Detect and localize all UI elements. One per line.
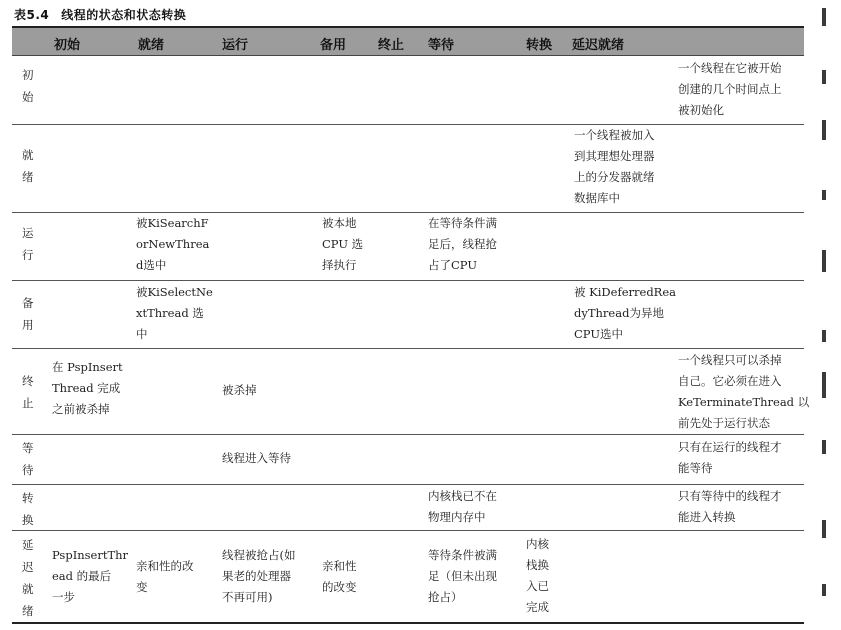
row-divider <box>12 124 804 125</box>
row-divider <box>12 484 804 485</box>
row-label-deferred-ready: 延 迟 就 绪 <box>22 538 34 618</box>
cell-ready-from-deferred: 一个线程被加入 到其理想处理器 上的分发器就绪 数据库中 <box>574 128 655 205</box>
cell-deferred-from-ready: 亲和性的改 变 <box>136 559 194 594</box>
cell-deferred-from-running: 线程被抢占(如 果老的处理器 不再可用) <box>222 548 296 604</box>
header-ready: 就绪 <box>138 38 165 53</box>
row-label-ready: 就 绪 <box>22 148 34 184</box>
header-initialized: 初始 <box>54 38 81 53</box>
cell-running-from-waiting: 在等待条件满 足后，线程抢 占了CPU <box>428 216 497 272</box>
row-divider <box>12 348 804 349</box>
table-number: 表5.4 <box>14 8 50 22</box>
row-divider <box>12 280 804 281</box>
table-bottom-rule <box>12 622 804 624</box>
cell-waiting-from-running: 线程进入等待 <box>222 451 291 465</box>
row-divider <box>12 212 804 213</box>
header-transition: 转换 <box>526 38 553 53</box>
cell-standby-from-ready: 被KiSelectNe xtThread 选 中 <box>136 285 213 341</box>
cell-terminated-from-running: 被杀掉 <box>222 383 257 397</box>
cell-deferred-from-transition: 内核 栈换 入已 完成 <box>526 537 549 614</box>
cell-deferred-from-standby: 亲和性 的改变 <box>322 559 357 594</box>
cell-running-from-standby: 被本地 CPU 选 择执行 <box>322 216 364 272</box>
table-caption <box>14 6 186 23</box>
cell-terminated-from-initialized: 在 PspInsert Thread 完成 之前被杀掉 <box>52 360 123 416</box>
header-running: 运行 <box>222 38 249 53</box>
header-waiting: 等待 <box>428 38 455 53</box>
row-label-initialized: 初 始 <box>22 68 34 104</box>
header-terminated: 终止 <box>378 38 405 53</box>
row-label-standby: 备 用 <box>22 296 34 332</box>
cell-terminated-notes: 一个线程只可以杀掉 自己。它必须在进入 KeTerminateThread 以 前先处于运行状态 <box>678 353 810 430</box>
row-divider <box>12 434 804 435</box>
header-deferred-ready: 延迟就绪 <box>572 38 625 53</box>
row-label-running: 运 行 <box>22 226 34 262</box>
table-title: 线程的状态和状态转换 <box>61 8 187 22</box>
cell-waiting-notes: 只有在运行的线程才 能等待 <box>678 440 782 475</box>
header-standby: 备用 <box>320 38 347 53</box>
cell-deferred-from-waiting: 等待条件被满 足（但未出现 抢占） <box>428 548 497 604</box>
row-label-terminated: 终 止 <box>22 374 34 410</box>
table-header <box>12 28 804 56</box>
row-label-transition: 转 换 <box>22 491 34 527</box>
cell-running-from-ready: 被KiSearchF orNewThrea d选中 <box>136 216 210 272</box>
cell-standby-from-deferred: 被 KiDeferredRea dyThread为异地 CPU选中 <box>574 285 676 341</box>
row-label-waiting: 等 待 <box>22 441 34 477</box>
cell-deferred-from-initialized: PspInsertThr ead 的最后 一步 <box>52 548 129 604</box>
cell-transition-notes: 只有等待中的线程才 能进入转换 <box>678 489 782 524</box>
row-divider <box>12 530 804 531</box>
cell-transition-from-waiting: 内核栈已不在 物理内存中 <box>428 489 497 524</box>
cell-initialized-notes: 一个线程在它被开始 创建的几个时间点上 被初始化 <box>678 61 782 117</box>
page-edge <box>816 0 841 630</box>
